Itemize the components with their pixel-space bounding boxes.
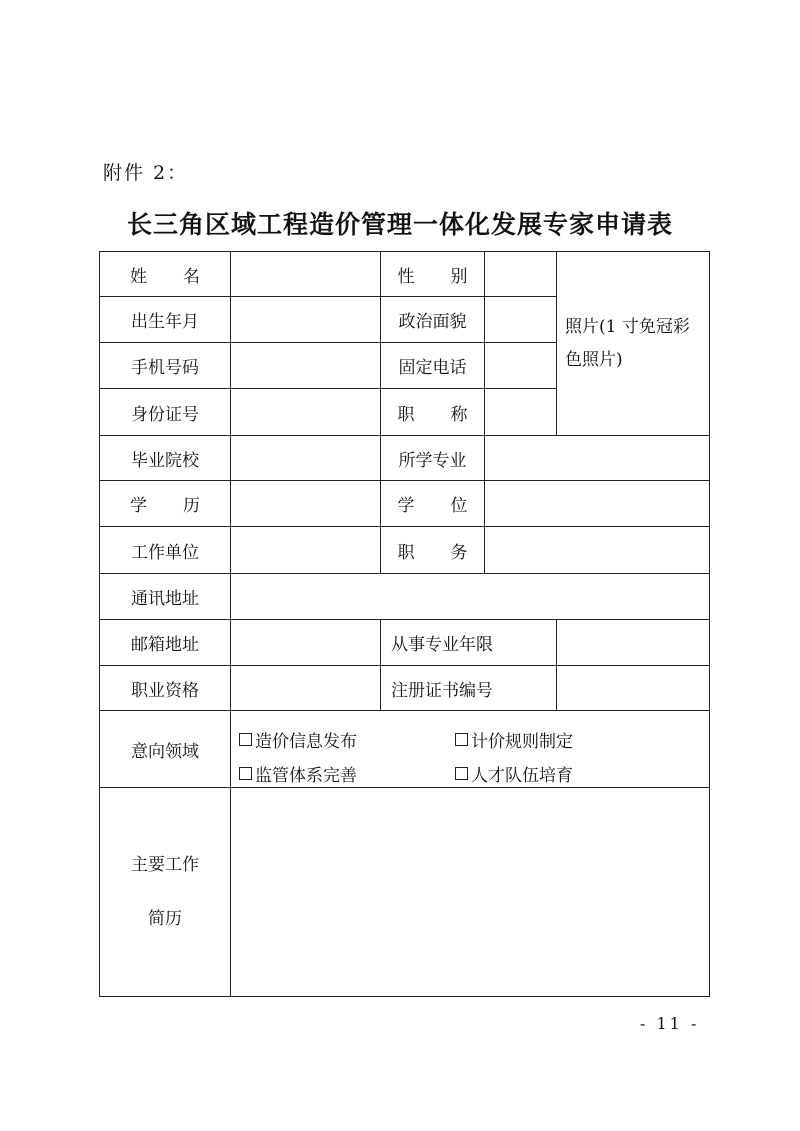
resume-label: 主要工作 简历 bbox=[100, 788, 231, 997]
resume-field[interactable] bbox=[231, 788, 710, 997]
cert-number-field[interactable] bbox=[557, 666, 710, 711]
education-label: 学 历 bbox=[100, 481, 231, 527]
page-number: - 11 - bbox=[640, 1014, 700, 1033]
photo-label-line1: 照片(1 寸免冠彩 bbox=[565, 317, 690, 337]
degree-field[interactable] bbox=[485, 481, 710, 527]
years-field[interactable] bbox=[557, 620, 710, 666]
birth-field[interactable] bbox=[231, 297, 381, 343]
employer-field[interactable] bbox=[231, 527, 381, 574]
birth-label: 出生年月 bbox=[100, 297, 231, 343]
education-field[interactable] bbox=[231, 481, 381, 527]
domain-options bbox=[231, 711, 710, 788]
degree-label: 学 位 bbox=[381, 481, 485, 527]
photo-label-line2: 色照片) bbox=[565, 350, 623, 370]
years-label: 从事专业年限 bbox=[381, 620, 557, 666]
domain-label: 意向领域 bbox=[100, 711, 231, 788]
id-number-field[interactable] bbox=[231, 389, 381, 436]
id-number-label: 身份证号 bbox=[100, 389, 231, 436]
political-label: 政治面貌 bbox=[381, 297, 485, 343]
gender-label: 性 别 bbox=[381, 252, 485, 297]
job-title-label: 职 称 bbox=[381, 389, 485, 436]
attachment-label: 附件 2： bbox=[103, 162, 189, 184]
political-field[interactable] bbox=[485, 297, 557, 343]
phone-label: 固定电话 bbox=[381, 343, 485, 389]
domain-option-supervision[interactable]: 监管体系完善 bbox=[239, 761, 455, 786]
phone-field[interactable] bbox=[485, 343, 557, 389]
checkbox-icon[interactable] bbox=[455, 767, 468, 780]
checkbox-icon[interactable] bbox=[239, 733, 252, 746]
mobile-label: 手机号码 bbox=[100, 343, 231, 389]
mobile-field[interactable] bbox=[231, 343, 381, 389]
qualification-field[interactable] bbox=[231, 666, 381, 711]
form-title: 长三角区域工程造价管理一体化发展专家申请表 bbox=[126, 210, 673, 239]
school-label: 毕业院校 bbox=[100, 436, 231, 481]
domain-option-price-info[interactable]: 造价信息发布 bbox=[239, 727, 455, 752]
name-label: 姓 名 bbox=[100, 252, 231, 297]
photo-cell[interactable] bbox=[557, 252, 710, 436]
job-title-field[interactable] bbox=[485, 389, 557, 436]
address-field[interactable] bbox=[231, 574, 710, 620]
domain-option-pricing-rules[interactable]: 计价规则制定 bbox=[455, 727, 671, 752]
name-field[interactable] bbox=[231, 252, 381, 297]
email-field[interactable] bbox=[231, 620, 381, 666]
checkbox-icon[interactable] bbox=[455, 733, 468, 746]
address-label: 通讯地址 bbox=[100, 574, 231, 620]
major-label: 所学专业 bbox=[381, 436, 485, 481]
major-field[interactable] bbox=[485, 436, 710, 481]
employer-label: 工作单位 bbox=[100, 527, 231, 574]
domain-option-talent[interactable]: 人才队伍培育 bbox=[455, 761, 671, 786]
qualification-label: 职业资格 bbox=[100, 666, 231, 711]
school-field[interactable] bbox=[231, 436, 381, 481]
email-label: 邮箱地址 bbox=[100, 620, 231, 666]
position-field[interactable] bbox=[485, 527, 710, 574]
application-form-table bbox=[99, 251, 710, 997]
checkbox-icon[interactable] bbox=[239, 767, 252, 780]
gender-field[interactable] bbox=[485, 252, 557, 297]
cert-number-label: 注册证书编号 bbox=[381, 666, 557, 711]
position-label: 职 务 bbox=[381, 527, 485, 574]
